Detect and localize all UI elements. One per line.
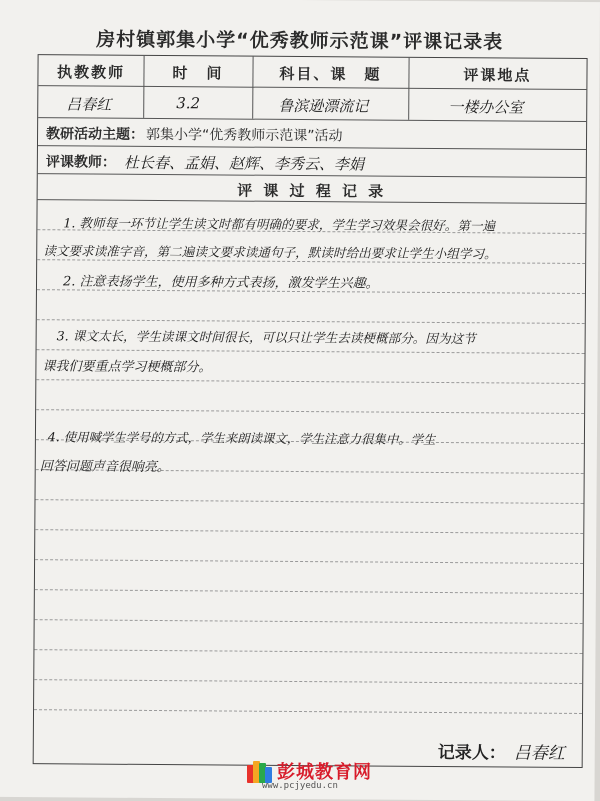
process-header: 评 课 过 程 记 录 [237,181,387,201]
recorder-name: 吕春红 [513,743,565,764]
lesson-time: 3.2 [176,94,201,113]
recorder-label: 记录人： [437,742,506,764]
note-line: 读文要求读准字音，第二遍读文要求读通句子，默读时给出要求让学生小组学习。 [43,243,497,262]
lesson-subject: 鲁滨逊漂流记 [278,96,369,116]
reviewers-names: 杜长春、孟娟、赵辉、李秀云、李娟 [123,153,364,174]
watermark-url: www.pcjyedu.cn [262,781,338,791]
header-teacher: 执教教师 [56,63,126,82]
review-form-table [33,54,588,768]
note-line: 2. 注意表扬学生，使用多种方式表扬，激发学生兴趣。 [62,274,379,292]
header-location: 评课地点 [463,66,532,85]
note-line: 课我们要重点学习梗概部分。 [42,359,212,376]
note-line: 4. 使用喊学生学号的方式，学生来朗读课文，学生注意力很集中。学生 [47,429,436,447]
row-divider [38,117,586,122]
note-line: 回答问题声音很响亮。 [39,459,170,476]
teacher-name: 吕春红 [66,95,112,114]
header-time: 时 间 [172,64,224,83]
reviewers-label: 评课教师： [45,154,116,171]
note-line: 3. 课文太长，学生读课文时间很长，可以只让学生去读梗概部分。因为这节 [56,328,476,347]
row-divider [38,145,586,150]
note-line: 1. 教师每一环节让学生读文时都有明确的要求，学生学习效果会很好。第一遍 [63,215,496,234]
document-title: 房村镇郭集小学“优秀教师示范课”评课记录表 [96,28,504,54]
review-location: 一楼办公室 [448,98,524,117]
watermark-text: 彭城教育网 [277,762,372,783]
header-subject: 科目、课 题 [279,64,382,84]
topic-value: 郭集小学“优秀教师示范课”活动 [145,126,343,145]
topic-label: 教研活动主题： [46,126,145,143]
row-divider [38,85,586,90]
books-icon [247,759,273,783]
